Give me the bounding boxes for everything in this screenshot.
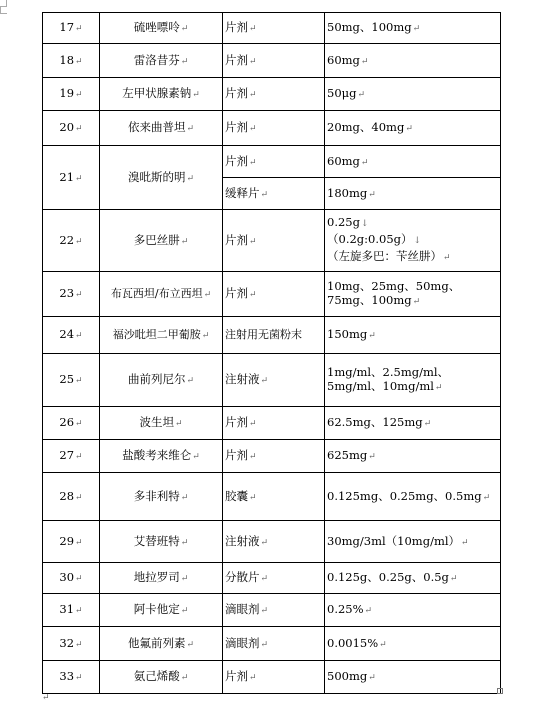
- cell-end-mark: ↵: [186, 124, 195, 134]
- cell-end-mark: ↵: [434, 383, 443, 393]
- specification: 10mg、25mg、50mg、75mg、100mg: [327, 279, 461, 307]
- dosage-form: 片剂: [225, 120, 248, 134]
- drug-name: 多巴丝肼: [133, 232, 180, 247]
- cell-end-mark: ↵: [423, 419, 432, 429]
- cell-end-mark: ↵: [180, 56, 189, 67]
- cell-end-mark: ↵: [249, 124, 257, 134]
- table-row: [43, 78, 501, 111]
- row-number: 29: [59, 533, 75, 548]
- drug-name: 左甲状腺素钠: [122, 86, 192, 100]
- dosage-form: 注射液: [225, 372, 260, 386]
- dosage-form: 片剂: [225, 448, 248, 462]
- table-row: [43, 440, 501, 473]
- cell-end-mark: ↵: [368, 331, 376, 341]
- drug-name: 多非利特: [133, 488, 180, 503]
- cell-end-mark: ↵: [405, 124, 413, 134]
- cell-end-mark: ↵: [357, 90, 366, 100]
- cell-end-mark: ↵: [75, 452, 83, 462]
- drug-name: 盐酸考来维仑: [122, 448, 192, 462]
- cell-end-mark: ↵: [368, 189, 376, 200]
- cell-end-mark: ↵: [75, 173, 83, 184]
- specification: 62.5mg、125mg: [327, 415, 423, 429]
- dosage-form: 注射用无菌粉末: [225, 328, 302, 341]
- cell-end-mark: ↵: [75, 236, 83, 247]
- specification: 150mg: [327, 327, 368, 341]
- table-row: [43, 407, 501, 440]
- cell-end-mark: ↵: [75, 606, 83, 616]
- cell-end-mark: ↵: [360, 56, 369, 67]
- cell-end-mark: ↵: [249, 236, 257, 247]
- cell-end-mark: ↵: [260, 574, 269, 584]
- cell-end-mark: ↵: [368, 673, 376, 683]
- table-row: [43, 146, 501, 178]
- drug-name: 雷洛昔芬: [133, 52, 180, 67]
- table-row: [43, 473, 501, 521]
- cell-end-mark: ↵: [249, 290, 257, 300]
- specification: 1mg/ml、2.5mg/ml、5mg/ml、10mg/ml: [327, 365, 450, 393]
- cell-end-mark: ↵: [75, 639, 83, 650]
- row-number: 25: [59, 372, 75, 386]
- cell-end-mark: ↵: [180, 236, 189, 247]
- cell-end-mark: ↵: [412, 297, 421, 307]
- table-row: [43, 317, 501, 354]
- cell-end-mark: ↵: [482, 492, 491, 503]
- cell-end-mark: ↵: [180, 537, 189, 548]
- drug-table: [42, 12, 501, 694]
- dosage-form: 片剂: [225, 286, 248, 300]
- cell-end-mark: ↵: [75, 56, 83, 67]
- dosage-form: 滴眼剂: [225, 635, 260, 650]
- specification: 30mg/3ml（10mg/ml）: [327, 533, 461, 548]
- dosage-form: 片剂: [225, 20, 248, 34]
- row-number: 19: [59, 86, 75, 100]
- specification: 180mg: [327, 185, 368, 200]
- row-number: 20: [59, 120, 75, 134]
- drug-name: 波生坦: [139, 415, 174, 429]
- cell-end-mark: ↵: [186, 376, 195, 386]
- cell-end-mark: ↵: [368, 452, 376, 462]
- specification-line: 0.25g: [327, 215, 360, 229]
- cell-end-mark: ↵: [260, 376, 269, 386]
- dosage-form: 分散片: [225, 570, 260, 584]
- row-number: 31: [59, 602, 75, 616]
- specification-line: （0.2g:0.05g）: [327, 232, 413, 246]
- dosage-form: 片剂: [225, 415, 248, 429]
- cell-end-mark: ↵: [461, 537, 469, 548]
- specification: 0.25%: [327, 602, 364, 616]
- specification: 50μg: [327, 86, 357, 100]
- row-number: 24: [59, 327, 75, 341]
- drug-name: 布瓦西坦/布立西坦: [110, 286, 203, 300]
- table-row: [43, 111, 501, 146]
- page-corner-mark-left: [0, 0, 7, 7]
- cell-end-mark: ↵: [249, 452, 257, 462]
- drug-name: 他氟前列素: [127, 635, 186, 650]
- cell-end-mark: ↵: [249, 24, 257, 34]
- cell-end-mark: ↵: [412, 24, 421, 34]
- table-row: [43, 354, 501, 407]
- dosage-form: 滴眼剂: [225, 602, 260, 616]
- cell-end-mark: ↵: [364, 606, 373, 616]
- cell-end-mark: ↵: [75, 537, 83, 548]
- cell-end-mark: ↵: [260, 189, 269, 200]
- table-row: [43, 272, 501, 317]
- dosage-form: 片剂: [225, 52, 248, 67]
- line-break-mark: ↓: [413, 236, 422, 246]
- cell-end-mark: ↵: [180, 492, 189, 503]
- row-number: 27: [59, 448, 75, 462]
- drug-name: 地拉罗司: [133, 570, 180, 584]
- cell-end-mark: ↵: [249, 157, 257, 168]
- cell-end-mark: ↵: [75, 673, 83, 683]
- row-number: 18: [59, 52, 75, 67]
- cell-end-mark: ↵: [75, 24, 83, 34]
- cell-end-mark: ↵: [249, 419, 257, 429]
- cell-end-mark: ↵: [260, 606, 269, 616]
- cell-end-mark: ↵: [75, 376, 83, 386]
- row-number: 32: [59, 635, 75, 650]
- drug-name: 阿卡他定: [133, 602, 180, 616]
- drug-name: 艾替班特: [133, 533, 180, 548]
- cell-end-mark: ↵: [260, 537, 269, 548]
- row-number: 33: [59, 669, 75, 683]
- drug-name: 硫唑嘌呤: [133, 20, 180, 34]
- cell-end-mark: ↵: [449, 574, 458, 584]
- cell-end-mark: ↵: [360, 157, 369, 168]
- cell-end-mark: ↵: [75, 90, 83, 100]
- cell-end-mark: ↵: [260, 639, 269, 650]
- row-number: 21: [59, 169, 75, 184]
- table-row: [43, 661, 501, 694]
- dosage-form: 缓释片: [225, 185, 260, 200]
- specification: 0.125g、0.25g、0.5g: [327, 570, 449, 584]
- cell-end-mark: ↵: [249, 492, 257, 503]
- specification-line: （左旋多巴：苄丝肼）: [327, 249, 442, 263]
- dosage-form: 片剂: [225, 669, 248, 683]
- cell-end-mark: ↵: [186, 173, 195, 184]
- drug-name: 曲前列尼尔: [127, 372, 186, 386]
- specification: 0.0015%: [327, 635, 379, 650]
- row-number: 30: [59, 570, 75, 584]
- drug-name: 依来曲普坦: [127, 120, 186, 134]
- table-row: [43, 627, 501, 661]
- cell-end-mark: ↵: [379, 639, 387, 650]
- cell-end-mark: ↵: [75, 574, 83, 584]
- specification: 20mg、40mg: [327, 120, 405, 134]
- cell-end-mark: ↵: [249, 90, 257, 100]
- cell-end-mark: ↵: [180, 574, 189, 584]
- cell-end-mark: ↵: [75, 331, 83, 341]
- cell-end-mark: ↵: [180, 606, 189, 616]
- specification: 50mg、100mg: [327, 20, 412, 34]
- table-row: [43, 563, 501, 594]
- specification: 0.125mg、0.25mg、0.5mg: [327, 488, 482, 503]
- cell-end-mark: ↵: [186, 639, 195, 650]
- dosage-form: 片剂: [225, 153, 248, 168]
- table-row: [43, 594, 501, 627]
- specification: 500mg: [327, 669, 368, 683]
- drug-name: 溴吡斯的明: [127, 169, 186, 184]
- cell-end-mark: ↵: [180, 24, 189, 34]
- dosage-form: 胶囊: [225, 488, 248, 503]
- cell-end-mark: ↵: [192, 90, 200, 100]
- paragraph-mark: ↵: [42, 693, 50, 703]
- drug-name: 福沙吡坦二甲葡胺: [112, 327, 201, 341]
- cell-end-mark: ↵: [75, 419, 83, 429]
- line-break-mark: ↓: [360, 219, 369, 229]
- cell-end-mark: ↵: [249, 56, 257, 67]
- row-number: 26: [59, 415, 75, 429]
- cell-end-mark: ↵: [249, 673, 257, 683]
- dosage-form: 片剂: [225, 232, 248, 247]
- cell-end-mark: ↵: [192, 452, 200, 462]
- specification: 60mg: [327, 153, 360, 168]
- table-row: [43, 44, 501, 78]
- row-number: 28: [59, 488, 75, 503]
- row-number: 23: [59, 286, 75, 300]
- table-end-handle: [497, 688, 503, 694]
- table-row: [43, 521, 501, 563]
- cell-end-mark: ↵: [443, 253, 451, 263]
- specification: 60mg: [327, 52, 360, 67]
- cell-end-mark: ↵: [201, 330, 210, 341]
- cell-end-mark: ↵: [75, 124, 83, 134]
- cell-end-mark: ↵: [75, 492, 83, 503]
- cell-end-mark: ↵: [203, 289, 212, 300]
- dosage-form: 注射液: [225, 533, 260, 548]
- table-row: [43, 210, 501, 272]
- table-row: [43, 13, 501, 44]
- cell-end-mark: ↵: [180, 673, 189, 683]
- row-number: 17: [59, 20, 75, 34]
- specification: 625mg: [327, 448, 368, 462]
- dosage-form: 片剂: [225, 86, 248, 100]
- cell-end-mark: ↵: [75, 290, 83, 300]
- page-corner-mark-right: [0, 7, 7, 14]
- row-number: 22: [59, 232, 75, 247]
- cell-end-mark: ↵: [174, 419, 183, 429]
- drug-name: 氨己烯酸: [133, 669, 180, 683]
